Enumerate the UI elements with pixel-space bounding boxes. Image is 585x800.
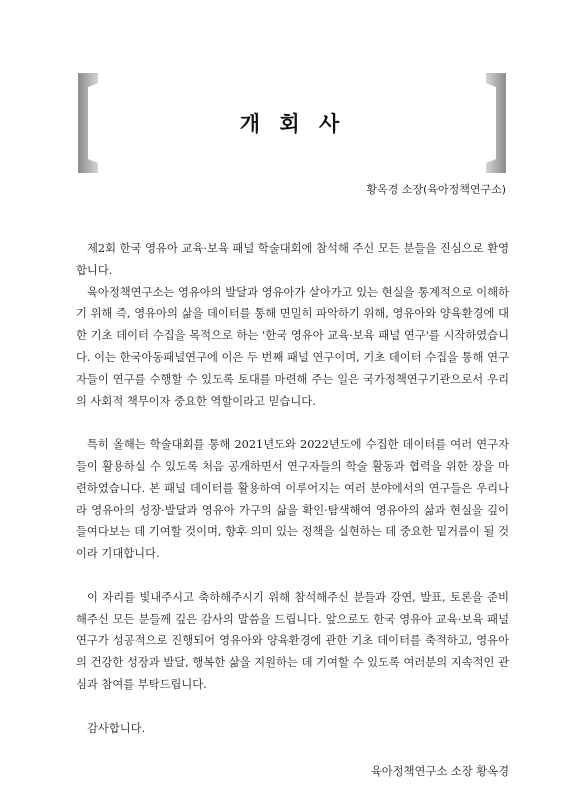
paragraph-closing: 감사합니다. bbox=[87, 721, 146, 735]
signature: 육아정책연구소 소장 황옥경 bbox=[370, 765, 509, 779]
paragraph-thanks: 이 자리를 빛내주시고 축하해주시기 위해 참석해주신 분들과 강연, 발표, 토론을 준비해주신 모든 분들께 깊은 감사의 말씀을 드립니다. 앞으로도 한국 영유아 교육·보육 패널 연구가 성공적으로 진행되어 영유아와 양육환경에 관한 기초 데이터를 축적하고, 영유아의 건강한 성장과 발달, 행복한 삶을 지원하는 데 기여할 수 있도록 여러분의 지속적인 관심과 참여를 부탁드립니다. bbox=[76, 590, 509, 691]
page-title: 개 회 사 bbox=[239, 112, 346, 136]
body-text bbox=[76, 238, 509, 783]
paragraph-data-release: 특히 올해는 학술대회를 통해 2021년도와 2022년도에 수집한 데이터를 여러 연구자들이 활용하실 수 있도록 처음 공개하면서 연구자들의 학술 활동과 협력을 위한 장을 마련하였습니다. 본 패널 데이터를 활용하여 이루어지는 여러 분야에서의 연구들은 우리나라 영유아의 성장·발달과 영유아 가구의 삶을 확인·탐색해여 영유아의 삶과 현실을 깊이 들여다보는 데 기여할 것이며, 향후 의미 있는 정책을 실현하는 데 중요한 밑거름이 될 것이라 기대합니다. bbox=[76, 438, 509, 561]
author-line: 황옥경 소장(육아정책연구소) bbox=[366, 183, 506, 196]
paragraph-institute: 육아정책연구소는 영유아의 발달과 영유아가 살아가고 있는 현실을 통계적으로 이해하기 위해 즉, 영유아의 삶을 데이터를 통해 면밀히 파악하기 위해, 영유아와 양육환경에 대한 기초 데이터 수집을 목적으로 하는 '한국 영유아 교육·보육 패널 연구'를 시작하였습니다. 이는 한국아동패널연구에 이은 두 번째 패널 연구이며, 기초 데이터 수집을 통해 연구자들이 연구를 수행할 수 있도록 토대를 마련해 주는 일은 국가정책연구기관으로서 우리의 사회적 책무이자 중요한 역할이라고 믿습니다. bbox=[76, 285, 509, 408]
paragraph-welcome: 제2회 한국 영유아 교육·보육 패널 학술대회에 참석해 주신 모든 분들을 진심으로 환영합니다. bbox=[76, 242, 509, 277]
